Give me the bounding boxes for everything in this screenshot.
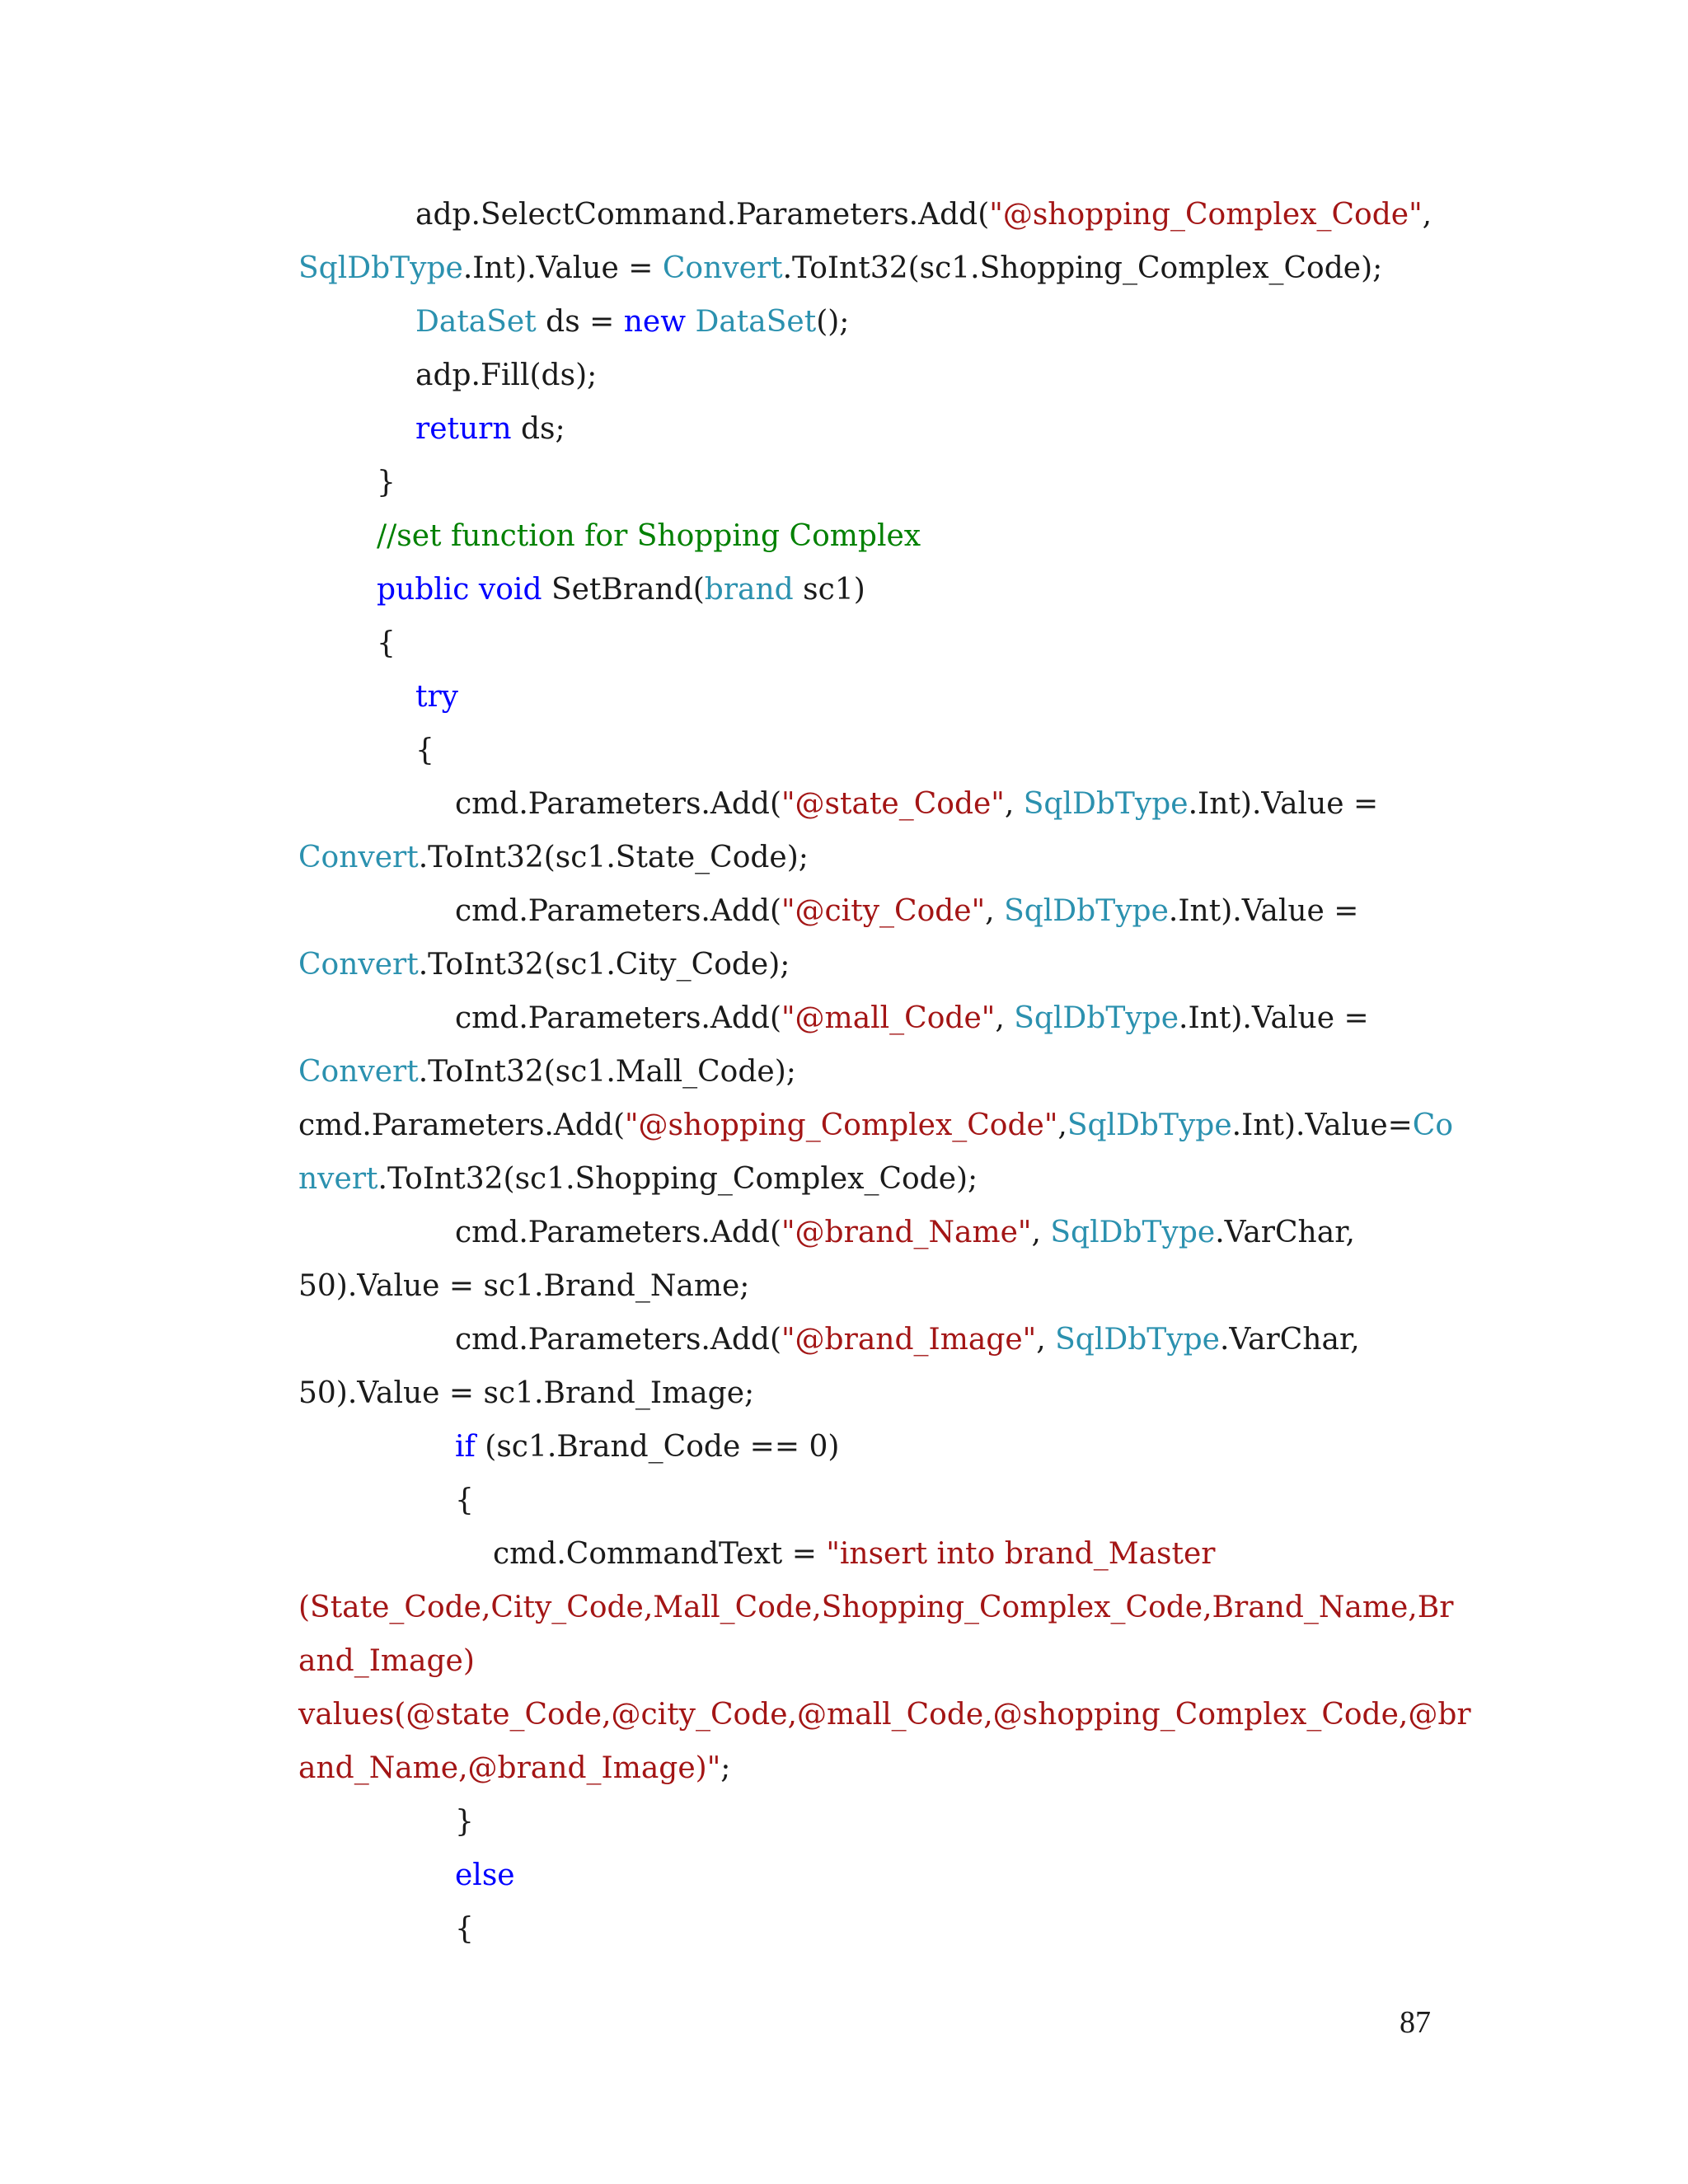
code-token-string: "@state_Code" [781,787,1005,821]
code-token-type: SqlDbType [1004,894,1169,928]
code-line [298,1152,1436,1206]
code-token-string: "@shopping_Complex_Code" [989,198,1423,232]
code-line [298,670,1436,724]
code-token-plain: cmd.Parameters.Add( [455,1323,781,1357]
code-token-plain: , [1036,1323,1056,1357]
code-token-string: "@brand_Name" [781,1216,1032,1249]
code-token-plain: .VarChar, [1215,1216,1355,1249]
code-line [298,1688,1471,1741]
code-token-plain: cmd.Parameters.Add( [298,1108,625,1142]
code-token-plain: } [455,1805,474,1839]
code-token-type: nvert [298,1162,378,1196]
code-token-keyword: else [455,1858,515,1892]
code-line [298,188,1436,241]
code-token-string: "@city_Code" [781,894,986,928]
code-token-plain: adp.Fill(ds); [415,359,598,392]
code-token-string: values(@state_Code,@city_Code,@mall_Code,@shopping_Complex_Code,@br [298,1698,1471,1732]
code-line [298,402,1436,456]
code-token-plain: ds = [536,305,624,339]
code-token-type: SqlDbType [1023,787,1189,821]
code-token-plain: { [377,626,396,660]
code-line [298,1045,1436,1099]
code-token-plain: .ToInt32(sc1.State_Code); [418,841,809,874]
code-line [298,349,1436,402]
code-token-plain: (); [816,305,850,339]
code-token-plain: sc1) [793,573,865,607]
code-line [298,1849,1436,1902]
code-token-plain: { [455,1483,474,1517]
code-token-comment: //set function for Shopping Complex [377,519,921,553]
code-token-type: brand [704,573,794,607]
code-token-plain: cmd.CommandText = [493,1537,827,1571]
code-line [298,1474,1436,1527]
code-token-plain: , [1057,1108,1067,1142]
code-token-string: "insert into brand_Master [826,1537,1216,1571]
code-line [298,1206,1436,1259]
code-token-plain: .ToInt32(sc1.Mall_Code); [418,1055,796,1089]
code-token-plain: , [1422,198,1432,232]
code-token-plain: SetBrand( [542,573,705,607]
code-line [298,1527,1436,1581]
code-token-type: SqlDbType [298,251,463,285]
code-token-type: Convert [298,948,419,982]
code-token-plain: cmd.Parameters.Add( [455,1001,781,1035]
code-line [298,1741,1436,1795]
code-token-string: and_Image) [298,1644,475,1678]
code-token-plain: , [995,1001,1015,1035]
code-token-plain: ds; [511,412,565,446]
code-line [298,724,1436,777]
code-token-type: Convert [298,841,419,874]
code-token-plain: .Int).Value = [462,251,663,285]
code-token-plain: , [985,894,1005,928]
code-token-keyword: return [415,412,512,446]
code-token-type: SqlDbType [1014,1001,1179,1035]
code-token-plain: 50).Value = sc1.Brand_Image; [298,1376,755,1410]
page-number: 87 [1400,2005,1431,2040]
code-token-plain: .Int).Value= [1231,1108,1413,1142]
code-token-plain: 50).Value = sc1.Brand_Name; [298,1269,750,1303]
code-token-plain: .ToInt32(sc1.Shopping_Complex_Code); [377,1162,978,1196]
code-token-type: SqlDbType [1055,1323,1220,1357]
code-line [298,1902,1436,1956]
code-token-plain: .ToInt32(sc1.Shopping_Complex_Code); [782,251,1383,285]
code-token-type: Co [1412,1108,1454,1142]
code-token-plain: .VarChar, [1219,1323,1360,1357]
code-token-string: "@shopping_Complex_Code" [625,1108,1058,1142]
code-line [298,1259,1436,1313]
code-line [298,295,1436,349]
code-token-plain: .Int).Value = [1188,787,1379,821]
code-token-plain: , [1004,787,1024,821]
code-token-type: DataSet [415,305,537,339]
code-token-plain: .Int).Value = [1179,1001,1369,1035]
code-line [298,616,1436,670]
code-token-type: SqlDbType [1050,1216,1216,1249]
code-line [298,884,1436,938]
code-line [298,1366,1436,1420]
code-token-string: "@mall_Code" [781,1001,996,1035]
code-token-plain: .Int).Value = [1168,894,1359,928]
code-token-plain: cmd.Parameters.Add( [455,1216,781,1249]
code-line [298,1795,1436,1849]
code-line [298,938,1436,991]
code-line [298,831,1436,884]
code-listing [298,188,1471,1956]
code-token-keyword: new [623,305,687,339]
code-line [298,1581,1454,1634]
code-token-keyword: try [415,680,459,714]
code-line [298,1420,1436,1474]
code-line [298,1634,1436,1688]
code-token-plain: cmd.Parameters.Add( [455,894,781,928]
code-line [298,777,1436,831]
code-line [298,991,1436,1045]
code-token-type: DataSet [695,305,817,339]
code-token-type: Convert [298,1055,419,1089]
code-line [298,563,1436,616]
code-token-keyword: if [455,1430,476,1464]
code-token-plain: ; [720,1751,731,1785]
code-token-plain: adp.SelectCommand.Parameters.Add( [415,198,990,232]
code-line [298,1313,1436,1366]
code-line [298,509,1436,563]
code-token-plain [469,573,478,607]
code-token-keyword: public [377,573,470,607]
code-token-string: and_Name,@brand_Image)" [298,1751,721,1785]
code-token-plain: } [377,466,396,499]
code-token-string: (State_Code,City_Code,Mall_Code,Shopping_Complex_Code,Brand_Name,Br [298,1591,1454,1624]
code-token-plain: (sc1.Brand_Code == 0) [475,1430,840,1464]
code-line [298,1099,1454,1152]
code-token-keyword: void [478,573,542,607]
code-token-plain [686,305,695,339]
code-token-plain: , [1031,1216,1051,1249]
code-token-plain: { [455,1912,474,1946]
code-token-plain: { [415,733,434,767]
code-token-type: SqlDbType [1067,1108,1232,1142]
code-token-plain: .ToInt32(sc1.City_Code); [418,948,790,982]
code-line [298,241,1436,295]
code-line [298,456,1436,509]
code-token-type: Convert [662,251,783,285]
code-token-plain: cmd.Parameters.Add( [455,787,781,821]
code-token-string: "@brand_Image" [781,1323,1037,1357]
